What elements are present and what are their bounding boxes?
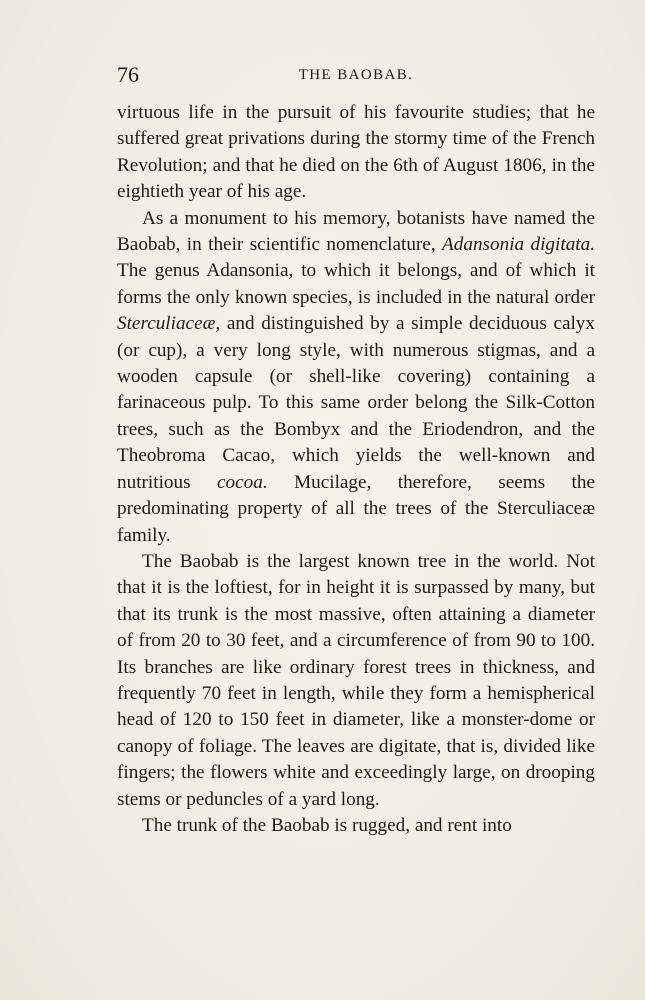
italic-text-segment: Adansonia digitata.: [442, 234, 596, 256]
page-header: [117, 62, 595, 88]
paragraph: [117, 206, 595, 549]
text-segment: The trunk of the Baobab is rugged, and rent into: [142, 814, 512, 836]
italic-text-segment: Sterculiaceæ,: [117, 313, 221, 335]
text-segment: The Baobab is the largest known tree in the world. Not that it is the loftiest, for in height it is surpassed by many, but that its trunk is the most massive, often attaining a diameter of from 20 to 30 feet, and a circumference of from 90 to 100. Its branches are like ordinary forest trees in thickness, and frequently 70 feet in length, while they form a hemispherical head of 120 to 150 feet in diameter, like a monster-dome or canopy of foliage. The leaves are digitate, that is, divided like fingers; the flowers white and exceedingly large, on drooping stems or peduncles of a yard long.: [117, 550, 595, 810]
paragraph: [117, 100, 595, 206]
italic-text-segment: cocoa.: [217, 471, 268, 493]
text-segment: and distinguished by a simple deciduous calyx (or cup), a very long style, with numerous stigmas, and a wooden capsule (or shell-like covering) containing a farinaceous pulp. To this same order belong the Silk-Cotton trees, such as the Bombyx and the Eriodendron, and the Theobroma Cacao, which yields the well-known and nutritious: [117, 313, 595, 493]
running-title: THE BAOBAB.: [298, 67, 414, 83]
paragraph: [117, 549, 595, 813]
text-segment: Mucilage, therefore, seems the predominating property of all the trees of the Sterculiaceæ family.: [117, 471, 595, 546]
text-segment: The genus Adansonia, to which it belongs, and of which it forms the only known species, is included in the natural order: [117, 260, 595, 308]
paragraph: [117, 813, 595, 839]
page-number: 76: [117, 62, 139, 87]
text-segment: As a monument to his memory, botanists have named the Baobab, in their scientific nomenclature,: [117, 207, 595, 256]
text-segment: virtuous life in the pursuit of his favourite studies; that he suffered great privations during the stormy time of the French Revolution; and that he died on the 6th of August 1806, in the eightieth year of his age.: [117, 102, 595, 203]
body-text: [117, 100, 595, 839]
